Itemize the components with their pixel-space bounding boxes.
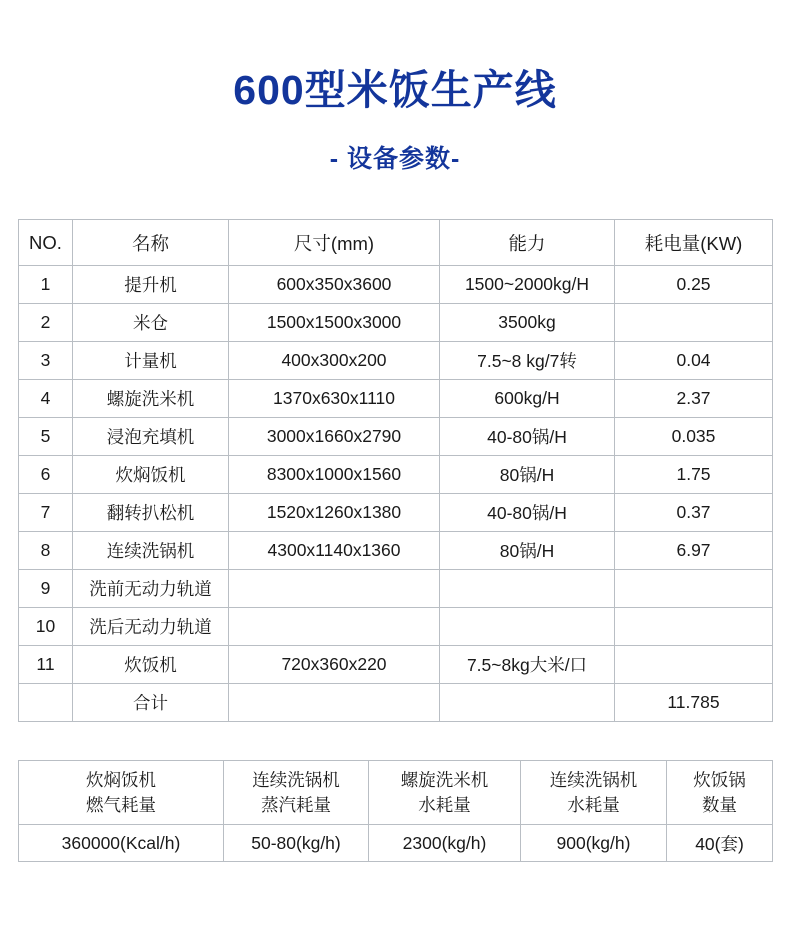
- cell-capacity: 80锅/H: [440, 456, 615, 494]
- column-header-capacity: 能力: [440, 220, 615, 266]
- cell-power: 0.37: [615, 494, 773, 532]
- cell-name: 洗后无动力轨道: [73, 608, 229, 646]
- consumption-header-steam: [224, 761, 369, 825]
- cell-capacity: [440, 608, 615, 646]
- table-row: [19, 418, 773, 456]
- equipment-parameters-table: [18, 219, 773, 722]
- cell-capacity: 40-80锅/H: [440, 494, 615, 532]
- header-line-2: 数量: [702, 794, 737, 815]
- cell-name: 连续洗锅机: [73, 532, 229, 570]
- cell-power: 0.035: [615, 418, 773, 456]
- consumption-value-gas: 360000(Kcal/h): [19, 825, 224, 862]
- cell-no: 5: [19, 418, 73, 456]
- cell-power: [615, 646, 773, 684]
- table-row: [19, 532, 773, 570]
- header-line-1: 炊焖饭机: [86, 769, 156, 790]
- cell-capacity: 3500kg: [440, 304, 615, 342]
- cell-power: [615, 570, 773, 608]
- table-row: [19, 608, 773, 646]
- cell-size: [229, 570, 440, 608]
- header-line-1: 连续洗锅机: [252, 769, 340, 790]
- cell-name: 提升机: [73, 266, 229, 304]
- header-line-2: 燃气耗量: [86, 794, 156, 815]
- cell-power: 6.97: [615, 532, 773, 570]
- header-line-1: 螺旋洗米机: [400, 769, 489, 790]
- consumption-header-row: [19, 761, 773, 825]
- cell-power: [615, 304, 773, 342]
- consumption-value-washer-water: 2300(kg/h): [369, 825, 521, 862]
- cell-size: 720x360x220: [229, 646, 440, 684]
- table-row: [19, 456, 773, 494]
- cell-size: 1520x1260x1380: [229, 494, 440, 532]
- cell-no: 7: [19, 494, 73, 532]
- cell-no: 8: [19, 532, 73, 570]
- consumption-table: [18, 760, 773, 862]
- page-subtitle: - 设备参数-: [329, 145, 461, 174]
- cell-no: 6: [19, 456, 73, 494]
- cell-total-label: 合计: [73, 684, 229, 722]
- table-row: [19, 380, 773, 418]
- cell-name: 浸泡充填机: [73, 418, 229, 456]
- header-line-2: 水耗量: [567, 794, 620, 815]
- consumption-header-pot-count: [667, 761, 773, 825]
- column-header-size: 尺寸(mm): [229, 220, 440, 266]
- cell-name: 翻转扒松机: [73, 494, 229, 532]
- page-title: 600型米饭生产线: [233, 67, 557, 113]
- cell-no: 10: [19, 608, 73, 646]
- cell-total-power: 11.785: [615, 684, 773, 722]
- cell-no: 9: [19, 570, 73, 608]
- consumption-value-row: [19, 825, 773, 862]
- table-row: [19, 570, 773, 608]
- column-header-power: 耗电量(KW): [615, 220, 773, 266]
- cell-name: 米仓: [73, 304, 229, 342]
- cell-no: 1: [19, 266, 73, 304]
- cell-size: 8300x1000x1560: [229, 456, 440, 494]
- table-row: [19, 266, 773, 304]
- cell-power: 2.37: [615, 380, 773, 418]
- cell-no: [19, 684, 73, 722]
- header-line-1: 连续洗锅机: [549, 769, 638, 790]
- consumption-value-steam: 50-80(kg/h): [224, 825, 369, 862]
- cell-capacity: 1500~2000kg/H: [440, 266, 615, 304]
- cell-name: 螺旋洗米机: [73, 380, 229, 418]
- cell-name: 计量机: [73, 342, 229, 380]
- cell-capacity: 600kg/H: [440, 380, 615, 418]
- header-line-2: 蒸汽耗量: [261, 794, 331, 815]
- column-header-no: NO.: [19, 220, 73, 266]
- cell-capacity: [440, 684, 615, 722]
- header-line-1: 炊饭锅: [693, 769, 746, 790]
- cell-no: 2: [19, 304, 73, 342]
- table-row: [19, 304, 773, 342]
- cell-size: 1500x1500x3000: [229, 304, 440, 342]
- cell-size: 4300x1140x1360: [229, 532, 440, 570]
- cell-size: 400x300x200: [229, 342, 440, 380]
- cell-size: 1370x630x1110: [229, 380, 440, 418]
- table-header-row: [19, 220, 773, 266]
- cell-name: 洗前无动力轨道: [73, 570, 229, 608]
- cell-power: [615, 608, 773, 646]
- consumption-value-pot-count: 40(套): [667, 825, 773, 862]
- cell-capacity: 7.5~8kg大米/口: [440, 646, 615, 684]
- cell-name: 炊焖饭机: [73, 456, 229, 494]
- cell-capacity: 80锅/H: [440, 532, 615, 570]
- cell-size: 600x350x3600: [229, 266, 440, 304]
- cell-size: [229, 684, 440, 722]
- table-total-row: [19, 684, 773, 722]
- header-line-2: 水耗量: [418, 794, 471, 815]
- cell-capacity: 40-80锅/H: [440, 418, 615, 456]
- consumption-header-potwasher-water: [521, 761, 667, 825]
- cell-power: 0.04: [615, 342, 773, 380]
- cell-power: 1.75: [615, 456, 773, 494]
- cell-power: 0.25: [615, 266, 773, 304]
- column-header-name: 名称: [73, 220, 229, 266]
- consumption-value-potwasher-water: 900(kg/h): [521, 825, 667, 862]
- cell-no: 11: [19, 646, 73, 684]
- cell-size: [229, 608, 440, 646]
- table-row: [19, 494, 773, 532]
- cell-size: 3000x1660x2790: [229, 418, 440, 456]
- table-row: [19, 342, 773, 380]
- consumption-header-gas: [19, 761, 224, 825]
- cell-name: 炊饭机: [73, 646, 229, 684]
- consumption-header-washer-water: [369, 761, 521, 825]
- cell-no: 3: [19, 342, 73, 380]
- cell-capacity: 7.5~8 kg/7转: [440, 342, 615, 380]
- cell-no: 4: [19, 380, 73, 418]
- cell-capacity: [440, 570, 615, 608]
- table-row: [19, 646, 773, 684]
